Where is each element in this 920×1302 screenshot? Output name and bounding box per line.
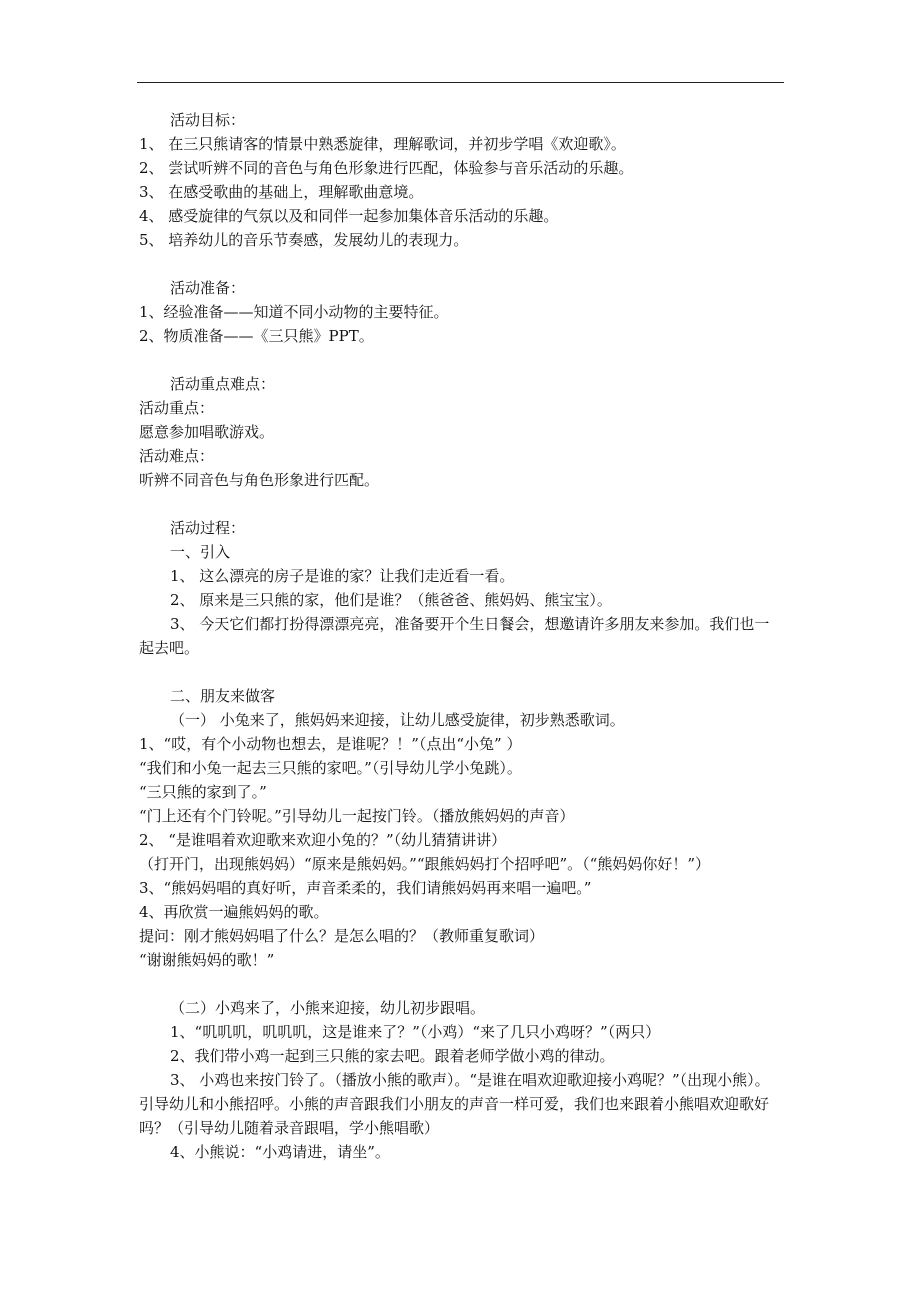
part1-line-6: （打开门，出现熊妈妈）“原来是熊妈妈。”“跟熊妈妈打个招呼吧”。（“熊妈妈你好！”） — [139, 855, 711, 873]
prep-item-2: 2、物质准备——《三只熊》PPT。 — [139, 327, 374, 345]
key-heading: 活动重点难点： — [170, 375, 276, 393]
focus-label: 活动重点： — [139, 399, 215, 417]
focus-text: 愿意参加唱歌游戏。 — [139, 423, 275, 441]
part2-paragraph-3: 3、 小鸡也来按门铃了。（播放小熊的歌声）。“是谁在唱欢迎歌迎接小鸡呢？”（出现小熊）。引导幼儿和小熊招呼。小熊的声音跟我们小朋友的声音一样可爱，我们也来跟着小熊唱欢迎歌好吗？（引导幼儿随着录音跟唱，学小熊唱歌） — [139, 1071, 770, 1137]
prep-item-1: 1、经验准备——知道不同小动物的主要特征。 — [139, 303, 449, 321]
intro-item-2: 2、 原来是三只熊的家，他们是谁？（熊爸爸、熊妈妈、熊宝宝）。 — [170, 591, 612, 609]
friends-title: 二、朋友来做客 — [170, 687, 276, 705]
part1-line-3: “三只熊的家到了。” — [139, 783, 267, 801]
process-heading: 活动过程： — [170, 519, 246, 537]
part1-line-1: 1、“哎，有个小动物也想去，是谁呢？！”（点出“小兔” ） — [139, 735, 522, 753]
part1-title: （一） 小兔来了，熊妈妈来迎接，让幼儿感受旋律，初步熟悉歌词。 — [170, 711, 625, 729]
difficulty-label: 活动难点： — [139, 447, 215, 465]
part1-line-9: 提问：刚才熊妈妈唱了什么？是怎么唱的？（教师重复歌词） — [139, 927, 545, 945]
goal-item-3: 3、 在感受歌曲的基础上，理解歌曲意境。 — [139, 183, 424, 201]
spacer — [139, 972, 784, 996]
spacer — [139, 348, 784, 372]
header-rule — [137, 82, 784, 83]
part2-line-2: 2、我们带小鸡一起到三只熊的家去吧。跟着老师学做小鸡的律动。 — [170, 1047, 615, 1065]
goal-item-2: 2、 尝试听辨不同的音色与角色形象进行匹配，体验参与音乐活动的乐趣。 — [139, 159, 634, 177]
part2-line-4: 4、小熊说：“小鸡请进，请坐”。 — [170, 1143, 390, 1161]
part1-line-8: 4、再欣赏一遍熊妈妈的歌。 — [139, 903, 329, 921]
part1-line-5: 2、 “是谁唱着欢迎歌来欢迎小兔的？”（幼儿猜猜讲讲） — [139, 831, 507, 849]
prep-heading: 活动准备： — [170, 279, 246, 297]
difficulty-text: 听辨不同音色与角色形象进行匹配。 — [139, 471, 380, 489]
spacer — [139, 660, 784, 684]
spacer — [139, 252, 784, 276]
goals-heading: 活动目标： — [170, 111, 246, 129]
part1-line-4: “门上还有个门铃呢。”引导幼儿一起按门铃。（播放熊妈妈的声音） — [139, 807, 575, 825]
intro-title: 一、引入 — [170, 543, 231, 561]
goal-item-4: 4、 感受旋律的气氛以及和同伴一起参加集体音乐活动的乐趣。 — [139, 207, 559, 225]
part1-line-10: “谢谢熊妈妈的歌！” — [139, 951, 275, 969]
intro-item-1: 1、 这么漂亮的房子是谁的家？让我们走近看一看。 — [170, 567, 515, 585]
part1-line-2: “我们和小兔一起去三只熊的家吧。”（引导幼儿学小兔跳）。 — [139, 759, 522, 777]
goal-item-5: 5、 培养幼儿的音乐节奏感，发展幼儿的表现力。 — [139, 231, 469, 249]
document-body — [139, 108, 784, 1164]
part2-title: （二）小鸡来了，小熊来迎接，幼儿初步跟唱。 — [170, 999, 486, 1017]
part1-line-7: 3、“熊妈妈唱的真好听，声音柔柔的，我们请熊妈妈再来唱一遍吧。” — [139, 879, 592, 897]
intro-item-3: 3、 今天它们都打扮得漂漂亮亮，准备要开个生日餐会，想邀请许多朋友来参加。我们也一起去吧。 — [139, 615, 770, 657]
part2-line-1: 1、“叽叽叽，叽叽叽，这是谁来了？”（小鸡）“来了几只小鸡呀？”（两只） — [170, 1023, 661, 1041]
goal-item-1: 1、 在三只熊请客的情景中熟悉旋律，理解歌词，并初步学唱《欢迎歌》。 — [139, 135, 626, 153]
spacer — [139, 492, 784, 516]
